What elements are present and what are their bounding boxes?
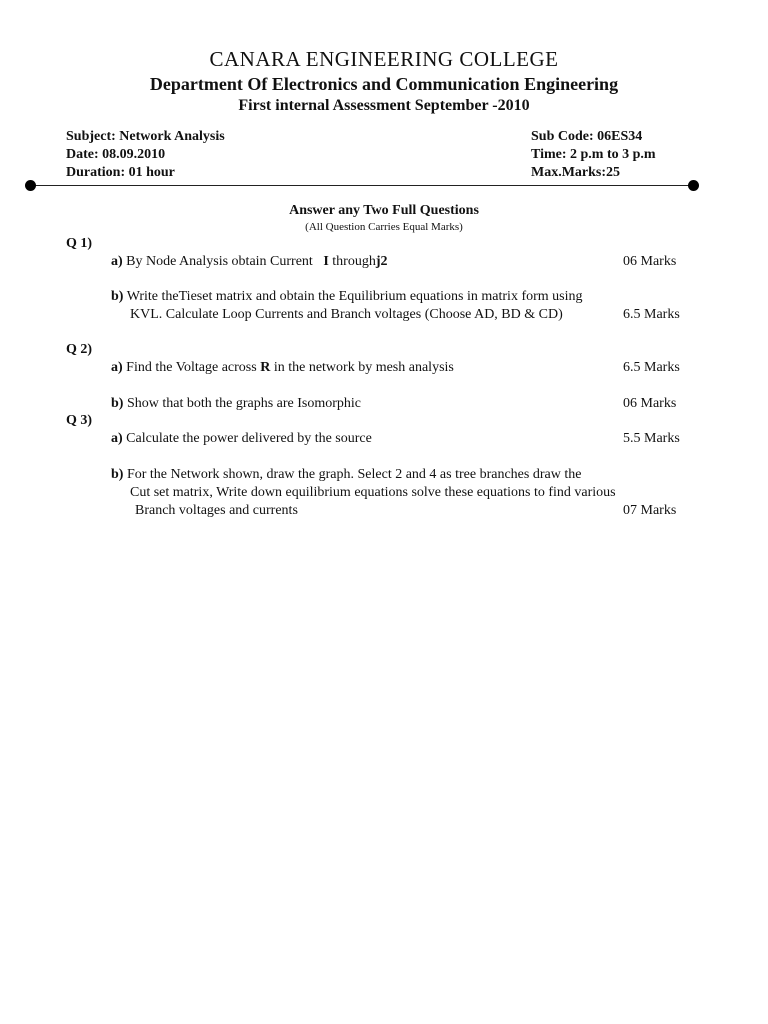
q1b-line2: KVL. Calculate Loop Currents and Branch voltages (Choose AD, BD & CD) — [130, 307, 563, 322]
q1b-marks: 6.5 Marks — [623, 307, 680, 322]
sub-code: Sub Code: 06ES34 — [531, 129, 643, 144]
q1-label: Q 1) — [66, 236, 93, 251]
divider-line — [30, 185, 693, 186]
q3b-line1-text: For the Network shown, draw the graph. Select 2 and 4 as tree branches draw the — [126, 467, 582, 482]
exam-title: First internal Assessment September -2010 — [238, 97, 530, 114]
q3b-marks: 07 Marks — [623, 503, 677, 518]
college-name: CANARA ENGINEERING COLLEGE — [209, 47, 559, 71]
q3b-line2: Cut set matrix, Write down equilibrium equations solve these equations to find various — [130, 485, 616, 500]
q3b-line3: Branch voltages and currents — [135, 503, 298, 518]
q1a-text1: By Node Analysis obtain Current — [126, 254, 313, 269]
q1a-marks: 06 Marks — [623, 254, 677, 269]
instructions-note: (All Question Carries Equal Marks) — [305, 221, 463, 233]
q1b-line1 — [111, 289, 583, 305]
department-name: Department Of Electronics and Communication Engineering — [149, 74, 619, 94]
q1a-bold2: j2 — [375, 254, 388, 269]
q2b-tag: b) — [111, 396, 124, 411]
divider-right-dot — [688, 180, 699, 191]
q2a-text2: in the network by mesh analysis — [273, 360, 454, 375]
q3a-body: Calculate the power delivered by the source — [126, 431, 372, 446]
q3b-line1 — [111, 467, 581, 483]
q3a-text — [111, 431, 372, 447]
q3a-tag: a) — [111, 431, 123, 446]
q1a-text — [111, 254, 388, 270]
q3b-tag: b) — [111, 467, 124, 482]
q1a-tag: a) — [111, 254, 123, 269]
instructions-title: Answer any Two Full Questions — [289, 203, 479, 218]
q2a-bold1: R — [260, 360, 271, 375]
q2a-marks: 6.5 Marks — [623, 360, 680, 375]
q1a-text2: through — [332, 254, 376, 269]
q2b-text — [111, 396, 361, 412]
date: Date: 08.09.2010 — [66, 147, 166, 162]
time: Time: 2 p.m to 3 p.m — [531, 147, 656, 162]
q2-label: Q 2) — [66, 342, 93, 357]
duration: Duration: 01 hour — [66, 165, 175, 180]
q2b-marks: 06 Marks — [623, 396, 677, 411]
max-marks: Max.Marks:25 — [531, 165, 621, 180]
divider-left-dot — [25, 180, 36, 191]
q1b-tag: b) — [111, 289, 124, 304]
q3-label: Q 3) — [66, 413, 93, 428]
q2a-text — [111, 360, 454, 376]
subject: Subject: Network Analysis — [66, 129, 225, 144]
q1b-line1-text: Write theTieset matrix and obtain the Equilibrium equations in matrix form using — [126, 289, 583, 304]
q2a-text1: Find the Voltage across — [126, 360, 257, 375]
q2b-body: Show that both the graphs are Isomorphic — [126, 396, 362, 411]
q2a-tag: a) — [111, 360, 123, 375]
q1a-bold1: I — [323, 254, 329, 269]
q3a-marks: 5.5 Marks — [623, 431, 680, 446]
